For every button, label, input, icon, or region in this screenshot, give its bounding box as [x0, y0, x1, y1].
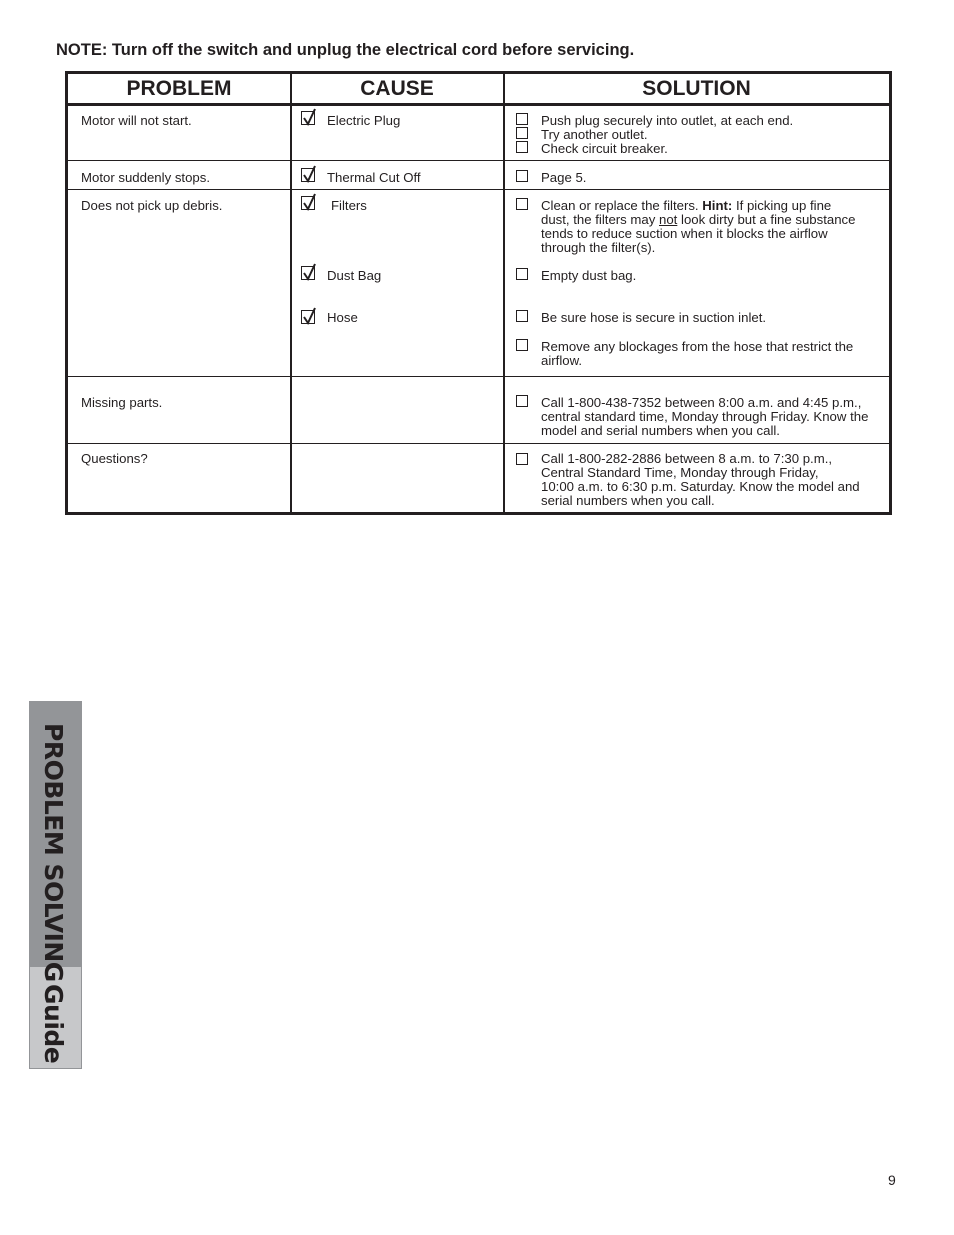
cause-hose: Hose — [327, 310, 358, 325]
solution-text: Try another outlet. — [541, 127, 648, 142]
solution-text: model and serial numbers when you call. — [541, 423, 780, 438]
solution-text: Call 1-800-282-2886 between 8 a.m. to 7:30 p.m., — [541, 451, 833, 466]
filters-solution-line2: dust, the filters may not look dirty but a fine substance — [541, 212, 856, 227]
checkbox-icon[interactable] — [516, 395, 528, 407]
checked-box-icon — [301, 111, 315, 125]
dustbag-solution: Empty dust bag. — [541, 268, 637, 283]
solution-text: Call 1-800-438-7352 between 8:00 a.m. and 4:45 p.m., — [541, 395, 862, 410]
side-tab — [29, 701, 82, 1069]
header-cause: CAUSE — [360, 77, 434, 100]
checkbox-icon[interactable] — [516, 268, 528, 280]
cause-dust-bag: Dust Bag — [327, 268, 382, 283]
checked-box-icon — [301, 266, 315, 280]
solution-text: central standard time, Monday through Friday. Know the — [541, 409, 869, 424]
hose-solution-1: Be sure hose is secure in suction inlet. — [541, 310, 767, 325]
cause-electric-plug: Electric Plug — [327, 113, 401, 128]
cause-filters: Filters — [331, 198, 367, 213]
checkbox-icon[interactable] — [516, 141, 528, 153]
hose-solution-2: Remove any blockages from the hose that restrict the — [541, 339, 854, 354]
filters-solution-line4: through the filter(s). — [541, 240, 656, 255]
page-number: 9 — [888, 1172, 896, 1188]
problem-solving-table — [65, 71, 892, 515]
hose-solution-3: airflow. — [541, 353, 583, 368]
checkbox-icon[interactable] — [516, 453, 528, 465]
checkbox-icon[interactable] — [516, 170, 528, 182]
checked-box-icon — [301, 196, 315, 210]
checkbox-icon[interactable] — [516, 310, 528, 322]
solution-text: serial numbers when you call. — [541, 493, 715, 508]
header-problem: PROBLEM — [126, 77, 232, 100]
checkbox-icon[interactable] — [516, 198, 528, 210]
solution-text: Central Standard Time, Monday through Friday, — [541, 465, 819, 480]
checkbox-icon[interactable] — [516, 113, 528, 125]
side-tab-problem-solving: PROBLEM SOLVING — [39, 723, 68, 982]
problem-motor-stops: Motor suddenly stops. — [81, 170, 211, 185]
filters-solution-line3: tends to reduce suction when it blocks the airflow — [541, 226, 828, 241]
solution-text: Push plug securely into outlet, at each end. — [541, 113, 794, 128]
side-tab-guide: Guide — [39, 984, 68, 1064]
problem-motor-not-start: Motor will not start. — [81, 113, 192, 128]
problem-questions: Questions? — [81, 451, 148, 466]
checked-box-icon — [301, 168, 315, 182]
problem-no-debris: Does not pick up debris. — [81, 198, 223, 213]
header-solution: SOLUTION — [642, 77, 751, 100]
solution-text: Page 5. — [541, 170, 587, 185]
cause-thermal-cut-off: Thermal Cut Off — [327, 170, 421, 185]
problem-missing-parts: Missing parts. — [81, 395, 163, 410]
service-note: NOTE: Turn off the switch and unplug the electrical cord before servicing. — [56, 41, 635, 59]
solution-text: 10:00 a.m. to 6:30 p.m. Saturday. Know the model and — [541, 479, 860, 494]
checkbox-icon[interactable] — [516, 127, 528, 139]
checked-box-icon — [301, 310, 315, 324]
solution-text: Check circuit breaker. — [541, 141, 668, 156]
checkbox-icon[interactable] — [516, 339, 528, 351]
filters-solution-line1: Clean or replace the filters. Hint: If picking up fine — [541, 198, 832, 213]
